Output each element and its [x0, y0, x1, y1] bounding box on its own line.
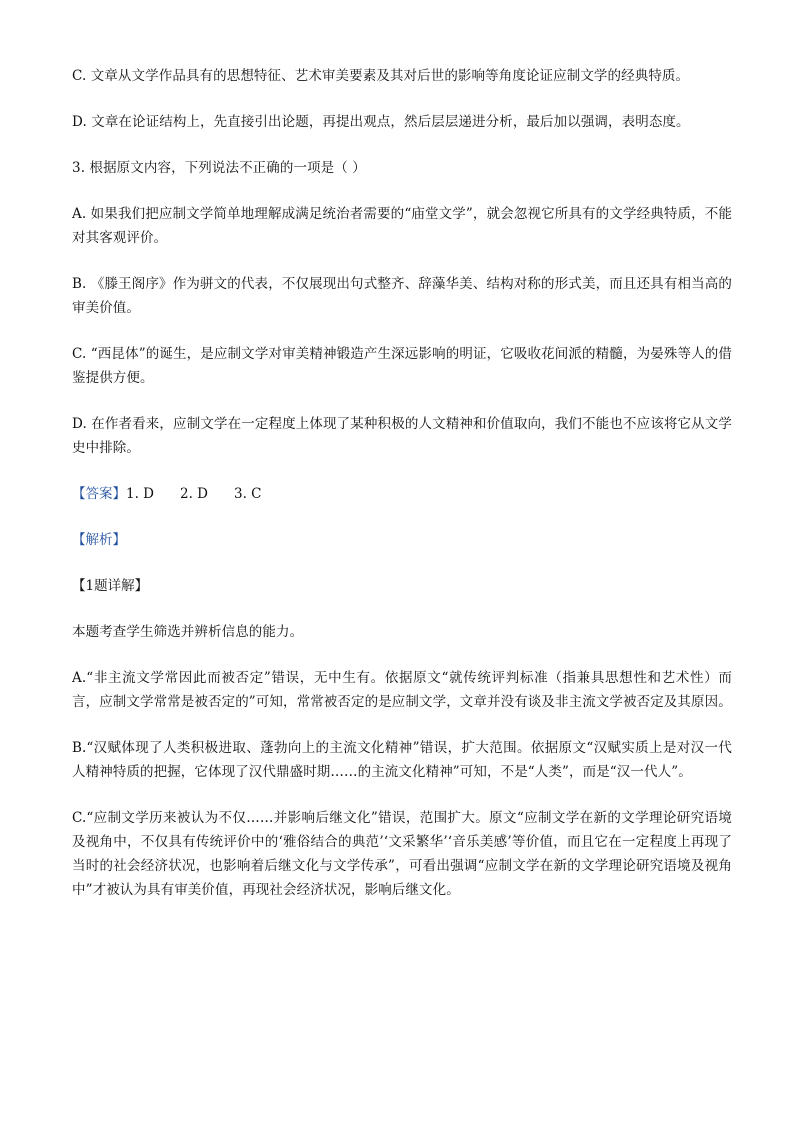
detail1-c: C.“应制文学历来被认为不仅……并影响后继文化”错误，范围扩大。原文“应制文学在新的文学理论研究语境及视角中，不仅具有传统评价中的‘雅俗结合的典范’‘文采繁华’‘音乐美感’等价值，而且它在一定程度上再现了当时的社会经济状况，也影响着后继文化与文学传承”，可看出强调“应制文学在新的文学理论研究语境及视角中”才被认为具有审美价值，再现社会经济状况，影响后继文化。: [72, 810, 732, 898]
q3-option-b: B. 《滕王阁序》作为骈文的代表，不仅展现出句式整齐、辞藻华美、结构对称的形式美，而且还具有相当高的审美价值。: [72, 276, 732, 316]
document-page: [72, 64, 732, 924]
q2-option-d: D. 文章在论证结构上，先直接引出论题，再提出观点，然后层层递进分析，最后加以强调，表明态度。: [72, 114, 690, 130]
answer-item: 1. D: [126, 486, 154, 502]
detail1-a: A.“非主流文学常因此而被否定”错误，无中生有。依据原文“就传统评判标准（指兼具思想性和艺术性）而言，应制文学常常是被否定的”可知，常常被否定的是应制文学，文章并没有谈及非主流文学被否定及其原因。: [72, 670, 732, 710]
q2-option-c: C. 文章从文学作品具有的思想特征、艺术审美要素及其对后世的影响等角度论证应制文学的经典特质。: [72, 68, 690, 84]
q3-option-c: C. “西昆体”的诞生，是应制文学对审美精神锻造产生深远影响的明证，它吸收花间派的精髓，为晏殊等人的借鉴提供方便。: [72, 346, 732, 386]
analysis-label: 【解析】: [72, 532, 126, 548]
answer-item: 2. D: [180, 486, 208, 502]
q3-option-a: A. 如果我们把应制文学简单地理解成满足统治者需要的“庙堂文学”，就会忽视它所具有的文学经典特质，不能对其客观评价。: [72, 206, 732, 246]
answer-item: 3. C: [234, 486, 262, 502]
detail1-b: B.“汉赋体现了人类积极进取、蓬勃向上的主流文化精神”错误，扩大范围。依据原文“汉赋实质上是对汉一代人精神特质的把握，它体现了汉代鼎盛时期……的主流文化精神”可知，不是“人类”，而是“汉一代人”。: [72, 740, 732, 780]
q3-option-d: D. 在作者看来，应制文学在一定程度上体现了某种积极的人文精神和价值取向，我们不能也不应该将它从文学史中排除。: [72, 416, 732, 456]
answer-row: [72, 482, 732, 506]
answer-label: 【答案】: [72, 486, 126, 502]
detail1-intro: 本题考查学生筛选并辨析信息的能力。: [72, 624, 304, 640]
q3-stem: 3. 根据原文内容，下列说法不正确的一项是（ ）: [72, 160, 366, 176]
detail1-label: 【1题详解】: [72, 578, 149, 594]
